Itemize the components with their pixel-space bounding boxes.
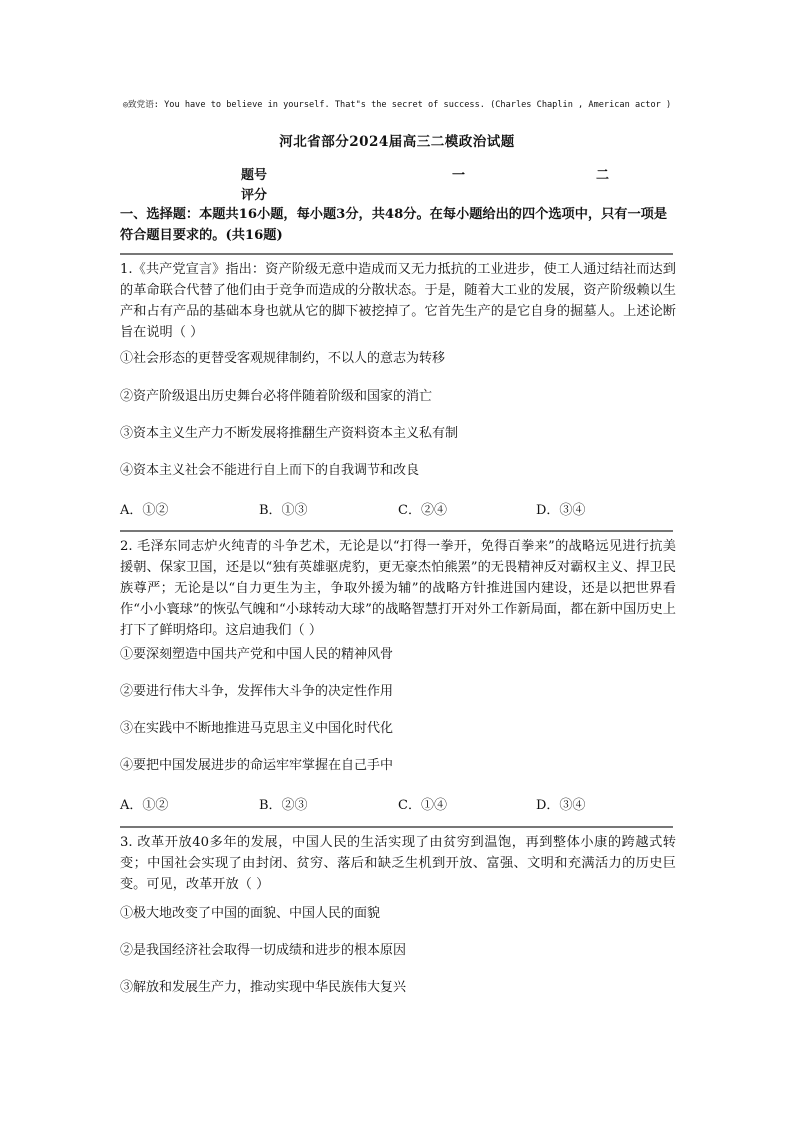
question-divider (120, 530, 673, 532)
question-1-stem: 1.《共产党宣言》指出：资产阶级无意中造成而又无力抵抗的工业进步，使工人通过结社而达到的革命联合代替了他们由于竞争而造成的分散状态。于是，随着大工业的发展，资产阶级赖以生产和占有产品的基础本身也就从它的脚下被挖掉了。它首先生产的是它自身的掘墓人。上述论断旨在说明（ ） (120, 262, 676, 340)
question-2-choices (120, 794, 676, 812)
choice-a: A．①② (120, 798, 169, 813)
column-part-one: 一 (452, 168, 466, 183)
question-divider (120, 826, 673, 828)
question-1-option-4: ④资本主义社会不能进行自上而下的自我调节和改良 (120, 463, 420, 478)
section-heading: 一、选择题：本题共16小题，每小题3分，共48分。在每小题给出的四个选项中，只有一项是符合题目要求的。(共16题) (120, 207, 668, 243)
score-table-header-row (241, 164, 641, 184)
motto-line: ◎致党语: You have to believe in yourself. That"s the secret of success. (Charles Chaplin , American actor ) (122, 100, 672, 110)
choice-a: A．①② (120, 503, 169, 518)
score-table-score-row (241, 184, 641, 204)
question-3-option-1: ①极大地改变了中国的面貌、中国人民的面貌 (120, 906, 381, 921)
choice-c: C．②④ (398, 503, 447, 518)
choice-c: C．①④ (398, 798, 447, 813)
exam-title: 河北省部分2024届高三二模政治试题 (279, 134, 515, 150)
choice-d: D．③④ (536, 503, 586, 518)
question-2-option-4: ④要把中国发展进步的命运牢牢掌握在自己手中 (120, 758, 394, 773)
label-score: 评分 (241, 188, 268, 203)
question-1-option-3: ③资本主义生产力不断发展将推翻生产资料资本主义私有制 (120, 426, 459, 441)
question-1-option-2: ②资产阶级退出历史舞台必将伴随着阶级和国家的消亡 (120, 389, 433, 404)
question-divider (120, 253, 673, 255)
question-3-stem: 3. 改革开放40多年的发展，中国人民的生活实现了由贫穷到温饱，再到整体小康的跨越式转变；中国社会实现了由封闭、贫穷、落后和缺乏生机到开放、富强、文明和充满活力的历史巨变。可见，改革开放（ ） (120, 835, 676, 892)
question-1-choices (120, 499, 676, 517)
question-3-option-3: ③解放和发展生产力，推动实现中华民族伟大复兴 (120, 980, 407, 995)
question-3-option-2: ②是我国经济社会取得一切成绩和进步的根本原因 (120, 943, 407, 958)
choice-b: B．②③ (259, 798, 308, 813)
score-table (241, 164, 641, 204)
choice-d: D．③④ (536, 798, 586, 813)
choice-b: B．①③ (259, 503, 308, 518)
question-2-option-1: ①要深刻塑造中国共产党和中国人民的精神风骨 (120, 647, 394, 662)
label-question-number: 题号 (241, 168, 268, 183)
question-2-stem: 2. 毛泽东同志炉火纯青的斗争艺术，无论是以“打得一拳开，免得百拳来”的战略远见进行抗美援朝、保家卫国，还是以“独有英雄驱虎豹，更无豪杰怕熊罴”的无畏精神反对霸权主义、捍卫民族尊严；无论是以“自力更生为主，争取外援为辅”的战略方针推进国内建设，还是以把世界看作“小小寰球”的恢弘气魄和“小球转动大球”的战略智慧打开对外工作新局面，都在新中国历史上打下了鲜明烙印。这启迪我们（ ） (120, 539, 676, 638)
question-1-option-1: ①社会形态的更替受客观规律制约，不以人的意志为转移 (120, 351, 446, 366)
question-2-option-2: ②要进行伟大斗争，发挥伟大斗争的决定性作用 (120, 684, 394, 699)
question-2-option-3: ③在实践中不断地推进马克思主义中国化时代化 (120, 721, 394, 736)
column-part-two: 二 (596, 168, 610, 183)
